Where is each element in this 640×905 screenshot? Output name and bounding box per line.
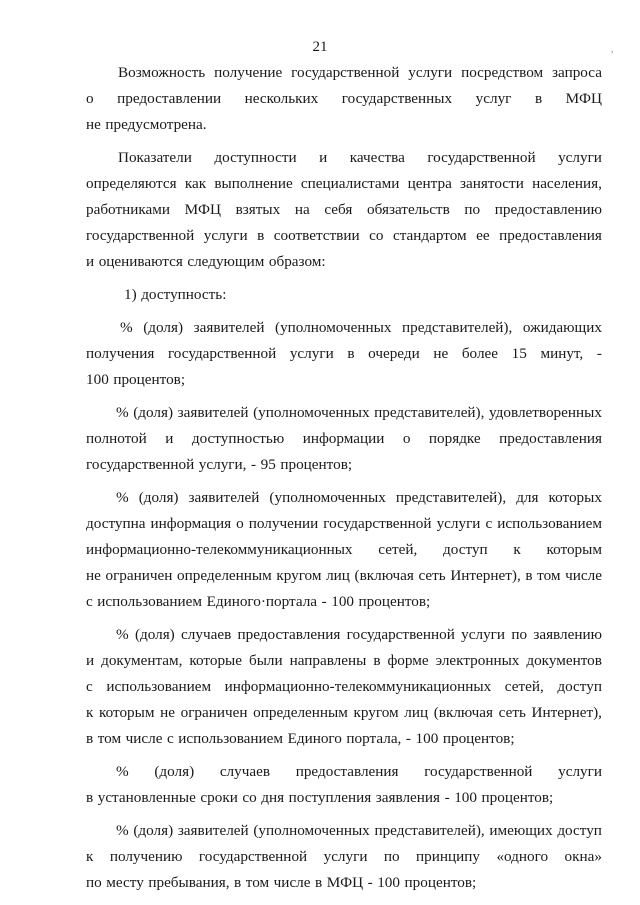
word: установленные	[97, 789, 196, 806]
word: не	[433, 345, 449, 362]
paragraph-queue-waiting	[86, 315, 602, 393]
word: к	[513, 541, 521, 558]
word: государственной	[427, 149, 536, 166]
word: в	[86, 789, 94, 806]
word: Возможность	[118, 64, 206, 81]
word: работниками	[86, 201, 170, 218]
word: с	[485, 515, 493, 532]
word: государственной	[167, 345, 277, 362]
word: (доля)	[134, 626, 175, 643]
word: ее	[476, 227, 490, 244]
word: -	[251, 456, 257, 473]
paragraph-indicators-intro	[86, 145, 602, 275]
word: форме	[387, 652, 429, 669]
word: процентов;	[280, 456, 353, 473]
word: документов	[526, 652, 602, 669]
word: %	[116, 489, 129, 506]
text-line	[86, 674, 602, 700]
paragraph-spacer	[86, 811, 602, 818]
word: не	[86, 116, 101, 133]
page-number: 21	[312, 39, 328, 55]
word: с	[86, 593, 93, 610]
word: государственных	[341, 90, 453, 107]
word: предоставления	[295, 763, 399, 780]
word: сетей,	[504, 678, 544, 695]
word: -	[444, 789, 450, 806]
text-line	[86, 485, 602, 511]
word: заявления	[375, 789, 441, 806]
text-line	[86, 452, 602, 478]
word: определенным	[253, 704, 348, 721]
word: занятости	[460, 175, 524, 192]
word: использованием	[97, 593, 203, 610]
word: по	[511, 626, 528, 643]
word: предоставлении	[117, 90, 222, 107]
word: %	[116, 404, 129, 421]
word: представителей),	[374, 404, 485, 421]
word: имеющих	[489, 822, 553, 839]
word: (уполномоченных	[253, 404, 370, 421]
word: были	[248, 652, 283, 669]
word: направлены	[289, 652, 367, 669]
word: государственной	[86, 456, 195, 473]
word: %	[116, 822, 129, 839]
word: получению	[109, 848, 183, 865]
word: 1)	[124, 286, 137, 303]
word: и	[86, 253, 95, 270]
word: случаев	[219, 763, 271, 780]
word: центра	[407, 175, 452, 192]
word: удовлетворенных	[489, 404, 602, 421]
word: к	[86, 704, 94, 721]
word: предоставления	[499, 430, 602, 447]
word: 100	[86, 371, 109, 388]
word: %	[120, 319, 133, 336]
text-line	[86, 622, 602, 648]
word: услуги	[436, 515, 481, 532]
word: 15	[511, 345, 527, 362]
word: пребывания,	[148, 874, 230, 891]
word: со	[242, 789, 257, 806]
text-line	[86, 400, 602, 426]
word: с	[86, 678, 93, 695]
text-line	[86, 426, 602, 452]
word: Показатели	[118, 149, 192, 166]
word: услуг	[475, 90, 512, 107]
text-line	[86, 844, 602, 870]
word: предоставления	[237, 626, 341, 643]
word: сроки	[200, 789, 238, 806]
paragraph-spacer	[86, 138, 602, 145]
word: по	[464, 201, 481, 218]
word: очереди	[368, 345, 420, 362]
word: услуги	[203, 227, 248, 244]
text-line	[86, 282, 602, 308]
text-line	[86, 726, 602, 752]
word: государственной	[323, 515, 432, 532]
word: документам,	[101, 652, 183, 669]
word: образом:	[268, 253, 326, 270]
paragraph-info-completeness	[86, 400, 602, 478]
word: заявителей	[188, 489, 260, 506]
paragraph-timely-provision	[86, 759, 602, 811]
word: запроса	[552, 64, 602, 81]
word: услуги	[558, 149, 602, 166]
word: (доля)	[133, 822, 174, 839]
word: со	[369, 227, 384, 244]
word: ограничен	[180, 704, 248, 721]
word: которым	[546, 541, 602, 558]
word: в	[347, 345, 355, 362]
paragraph-intro-mfc-complex-request	[86, 60, 602, 138]
word: числе	[565, 567, 602, 584]
paragraph-spacer	[86, 478, 602, 485]
word: доступ	[557, 822, 602, 839]
paragraph-electronic-applications	[86, 622, 602, 752]
word: следующим	[187, 253, 265, 270]
word: (доля)	[154, 763, 195, 780]
word: (включая	[433, 704, 494, 721]
word: МФЦ	[565, 90, 602, 107]
word: информационно-телекоммуникационных	[224, 678, 492, 695]
word: с	[167, 730, 174, 747]
word: взятых	[235, 201, 281, 218]
word: на	[294, 201, 310, 218]
word: стандартом	[392, 227, 467, 244]
text-line	[86, 759, 602, 785]
word: государственной	[346, 626, 455, 643]
word: Интернет),	[531, 704, 602, 721]
paragraph-spacer	[86, 275, 602, 282]
word: посредством	[461, 64, 544, 81]
word: услуги	[408, 64, 453, 81]
word: доступность:	[141, 286, 227, 303]
word: лиц	[326, 567, 350, 584]
word: сеть	[418, 567, 446, 584]
word: и	[319, 149, 328, 166]
word: дня	[261, 789, 285, 806]
word: полнотой	[86, 430, 147, 447]
word: поступления	[288, 789, 372, 806]
word: Единого	[287, 730, 342, 747]
text-line	[86, 112, 602, 138]
text-line	[86, 249, 602, 275]
text-line	[86, 341, 602, 367]
word: процентов;	[481, 789, 554, 806]
word: в	[534, 90, 543, 107]
text-line	[86, 60, 602, 86]
word: 95	[260, 456, 276, 473]
word: доступна	[86, 515, 146, 532]
word: услуги	[558, 763, 602, 780]
document-body	[86, 60, 602, 896]
word: о	[236, 515, 244, 532]
paragraph-internet-info-access	[86, 485, 602, 615]
word: (доля)	[143, 319, 184, 336]
word: кругом	[353, 704, 399, 721]
word: месту	[106, 874, 144, 891]
word: доступности	[214, 149, 297, 166]
word: %	[116, 763, 129, 780]
word: -	[321, 593, 327, 610]
word: -	[405, 730, 411, 747]
word: Интернет),	[450, 567, 521, 584]
word: более	[461, 345, 499, 362]
word: выполнение	[214, 175, 293, 192]
word: определяются	[86, 175, 177, 192]
word: заявителей	[177, 822, 249, 839]
word: о	[86, 90, 94, 107]
word: себя	[324, 201, 353, 218]
word: числе	[125, 730, 163, 747]
word: заявителей	[193, 319, 265, 336]
word: (доля)	[138, 489, 179, 506]
paragraph-spacer	[86, 393, 602, 400]
word: использованием	[106, 678, 212, 695]
word: представителей),	[395, 489, 507, 506]
word: ограничен	[105, 567, 173, 584]
word: соответствии	[273, 227, 360, 244]
word: МФЦ	[184, 201, 221, 218]
word: 100	[454, 789, 477, 806]
word: специалистами	[300, 175, 400, 192]
text-line	[86, 870, 602, 896]
word: в	[257, 227, 265, 244]
word: процентов;	[113, 371, 186, 388]
word: процентов;	[442, 730, 515, 747]
word: для	[516, 489, 539, 506]
text-line	[86, 171, 602, 197]
word: информационно-телекоммуникационных	[86, 541, 353, 558]
text-line	[86, 367, 602, 393]
word: -	[367, 874, 373, 891]
word: государственной	[198, 848, 308, 865]
word: (включая	[354, 567, 414, 584]
word: к	[86, 848, 94, 865]
word: (уполномоченных	[253, 822, 370, 839]
word: предусмотрена.	[105, 116, 207, 133]
word: лиц	[404, 704, 429, 721]
word: как	[184, 175, 207, 192]
word: услуги	[461, 626, 506, 643]
word: о	[402, 430, 411, 447]
word: определенным	[177, 567, 272, 584]
text-line	[86, 563, 602, 589]
word: услуги	[323, 848, 368, 865]
word: 100	[331, 593, 354, 610]
word: (доля)	[133, 404, 174, 421]
word: информации	[302, 430, 385, 447]
text-line	[86, 589, 602, 615]
word: -	[596, 345, 602, 362]
word: порядке	[428, 430, 481, 447]
word: окна»	[564, 848, 602, 865]
word: качества	[349, 149, 405, 166]
word: и	[165, 430, 174, 447]
word: процентов;	[404, 874, 477, 891]
word: том	[97, 730, 122, 747]
word: МФЦ	[326, 874, 364, 891]
word: получении	[248, 515, 319, 532]
word: представителей),	[402, 319, 513, 336]
scan-mark: ,	[611, 44, 614, 54]
word: том	[245, 874, 270, 891]
word: использованием	[178, 730, 284, 747]
paragraph-spacer	[86, 615, 602, 622]
word: в	[373, 652, 381, 669]
text-line	[86, 145, 602, 171]
word: электронных	[435, 652, 520, 669]
word: государственной	[291, 64, 400, 81]
word: представителей),	[374, 822, 485, 839]
word: доступ	[443, 541, 488, 558]
word: в	[86, 730, 94, 747]
word: получение	[214, 64, 283, 81]
paragraph-accessibility-heading	[86, 282, 602, 308]
word: в	[525, 567, 533, 584]
word: случаев	[181, 626, 232, 643]
word: информация	[150, 515, 232, 532]
word: заявителей	[177, 404, 249, 421]
word: и	[86, 652, 95, 669]
text-line	[86, 785, 602, 811]
word: в	[315, 874, 323, 891]
word: населения,	[532, 175, 602, 192]
word: нескольких	[244, 90, 319, 107]
word: кругом	[276, 567, 322, 584]
word: доступ	[557, 678, 602, 695]
word: 100	[415, 730, 439, 747]
text-line	[86, 223, 602, 249]
word: получения	[86, 345, 155, 362]
text-line	[86, 700, 602, 726]
word: услуги,	[198, 456, 247, 473]
word: %	[116, 626, 129, 643]
word: государственной	[424, 763, 533, 780]
word: принципу	[416, 848, 481, 865]
word: портала,	[346, 730, 402, 747]
word: сетей,	[378, 541, 418, 558]
paragraph-spacer	[86, 752, 602, 759]
word: минут,	[540, 345, 584, 362]
word: (уполномоченных	[275, 319, 392, 336]
word: «одного	[496, 848, 549, 865]
text-line	[86, 315, 602, 341]
word: в	[234, 874, 242, 891]
word: государственной	[86, 227, 195, 244]
word: не	[86, 567, 101, 584]
text-line	[86, 648, 602, 674]
word: ожидающих	[522, 319, 602, 336]
word: (уполномоченных	[269, 489, 386, 506]
word: услуги	[289, 345, 334, 362]
word: Единого·портала	[206, 593, 318, 610]
word: оцениваются	[98, 253, 183, 270]
word: предоставлению	[494, 201, 602, 218]
word: по	[86, 874, 102, 891]
paragraph-spacer	[86, 308, 602, 315]
word: сеть	[498, 704, 526, 721]
word: том	[537, 567, 561, 584]
word: обязательств	[367, 201, 450, 218]
word: которые	[189, 652, 242, 669]
text-line	[86, 537, 602, 563]
word: заявлению	[533, 626, 602, 643]
text-line	[86, 511, 602, 537]
word: которых	[548, 489, 602, 506]
word: не	[160, 704, 175, 721]
word: использованием	[497, 515, 602, 532]
word: предоставления	[499, 227, 602, 244]
word: по	[383, 848, 400, 865]
text-line	[86, 86, 602, 112]
text-line	[86, 197, 602, 223]
word: числе	[273, 874, 311, 891]
word: доступностью	[191, 430, 285, 447]
word: процентов;	[358, 593, 431, 610]
paragraph-one-window-access	[86, 818, 602, 896]
word: которым	[99, 704, 155, 721]
word: 100	[377, 874, 400, 891]
text-line	[86, 818, 602, 844]
